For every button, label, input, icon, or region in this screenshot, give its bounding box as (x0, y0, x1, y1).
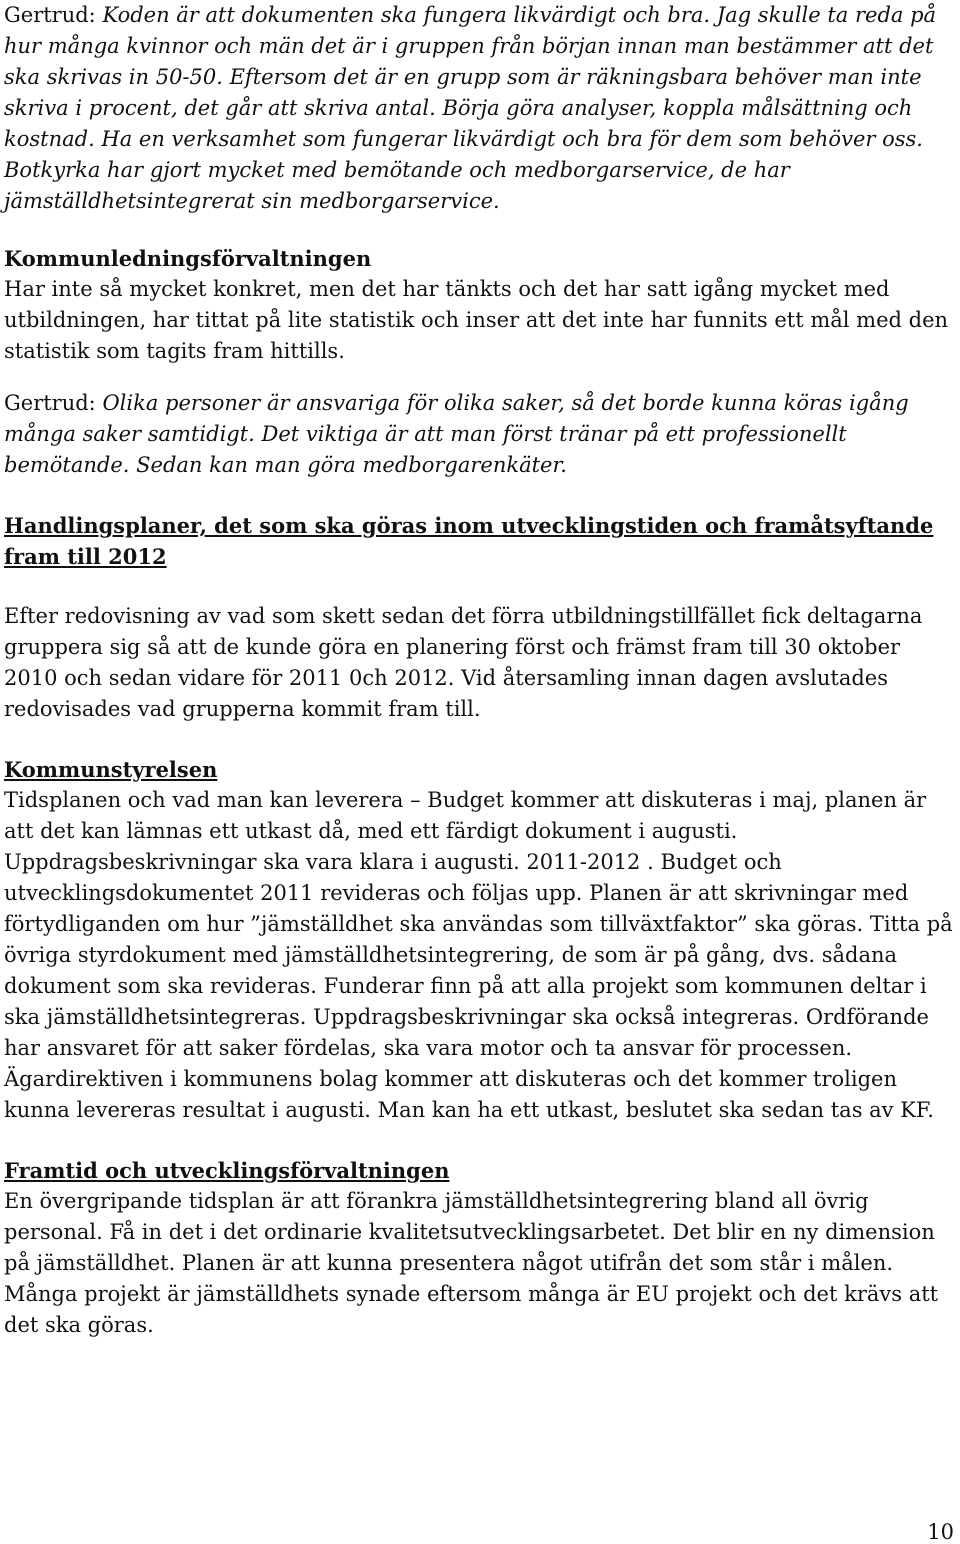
statement-text: Koden är att dokumenten ska fungera likvärdigt och bra. Jag skulle ta reda på hur många kvinnor och män det är i gruppen från början innan man bestämmer att det ska skrivas in 50-50. Eftersom det är en grupp som är räkningsbara behöver man inte skriva i procent, det går att skriva antal. Börja göra analyser, koppla målsättning och kostnad. Ha en verksamhet som fungerar likvärdigt och bra för dem som behöver oss. Botkyrka har gjort mycket med bemötande och medborgarservice, de har jämställdhetsintegrerat sin medborgarservice. (4, 3, 937, 213)
speaker-label: Gertrud: (4, 3, 96, 27)
section-text: Tidsplanen och vad man kan leverera – Budget kommer att diskuteras i maj, planen är att det kan lämnas ett utkast då, med ett färdigt dokument i augusti. Uppdragsbeskrivningar ska vara klara i augusti. 2011-2012 . Budget och utvecklingsdokumentet 2011 revideras och följas upp. Planen är att skrivningar med förtydliganden om hur ”jämställdhet ska användas som tillväxtfaktor” ska göras. Titta på övriga styrdokument med jämställdhetsintegrering, de som är på gång, dvs. sådana dokument som ska revideras. Funderar finn på att alla projekt som kommunen deltar i ska jämställdhetsintegreras. Uppdragsbeskrivningar ska också integreras. Ordförande har ansvaret för att saker fördelas, ska vara motor och ta ansvar för processen. Ägardirektiven i kommunens bolag kommer att diskuteras och det kommer troligen kunna levereras resultat i augusti. Man kan ha ett utkast, beslutet ska sedan tas av KF. (4, 788, 953, 1122)
section-framtid (4, 1155, 954, 1341)
gertrud-statement-1 (4, 0, 954, 217)
document-page (4, 0, 954, 1341)
section-text: Har inte så mycket konkret, men det har tänkts och det har satt igång mycket med utbildningen, har tittat på lite statistik och inser att det inte har funnits ett mål med den statistik som tagits fram hittills. (4, 277, 949, 363)
section-handlingsplaner (4, 510, 954, 725)
section-text: Efter redovisning av vad som skett sedan det förra utbildningstillfället fick deltagarna gruppera sig så att de kunde göra en planering först och främst fram till 30 oktober 2010 och sedan vidare för 2011 0ch 2012. Vid återsamling innan dagen avslutades redovisades vad grupperna kommit fram till. (4, 604, 923, 721)
section-heading: Kommunledningsförvaltningen (4, 246, 372, 271)
gertrud-statement-2 (4, 388, 954, 481)
section-heading: Handlingsplaner, det som ska göras inom utvecklingstiden och framåtsyftande fram till 2012 (4, 513, 934, 569)
statement-text: Olika personer är ansvariga för olika saker, så det borde kunna köras igång många saker samtidigt. Det viktiga är att man först tränar på ett professionellt bemötande. Sedan kan man göra medborgarenkäter. (4, 391, 909, 477)
section-heading: Kommunstyrelsen (4, 757, 218, 782)
section-heading: Framtid och utvecklingsförvaltningen (4, 1158, 450, 1183)
page-number: 10 (927, 1520, 954, 1544)
section-kommunledning (4, 243, 954, 367)
speaker-label: Gertrud: (4, 391, 96, 415)
section-kommunstyrelsen (4, 754, 954, 1126)
section-text: En övergripande tidsplan är att förankra jämställdhetsintegrering bland all övrig personal. Få in det i det ordinarie kvalitetsutvecklingsarbetet. Det blir en ny dimension på jämställdhet. Planen är att kunna presentera något utifrån det som står i målen. Många projekt är jämställdhets synade eftersom många är EU projekt och det krävs att det ska göras. (4, 1189, 939, 1337)
